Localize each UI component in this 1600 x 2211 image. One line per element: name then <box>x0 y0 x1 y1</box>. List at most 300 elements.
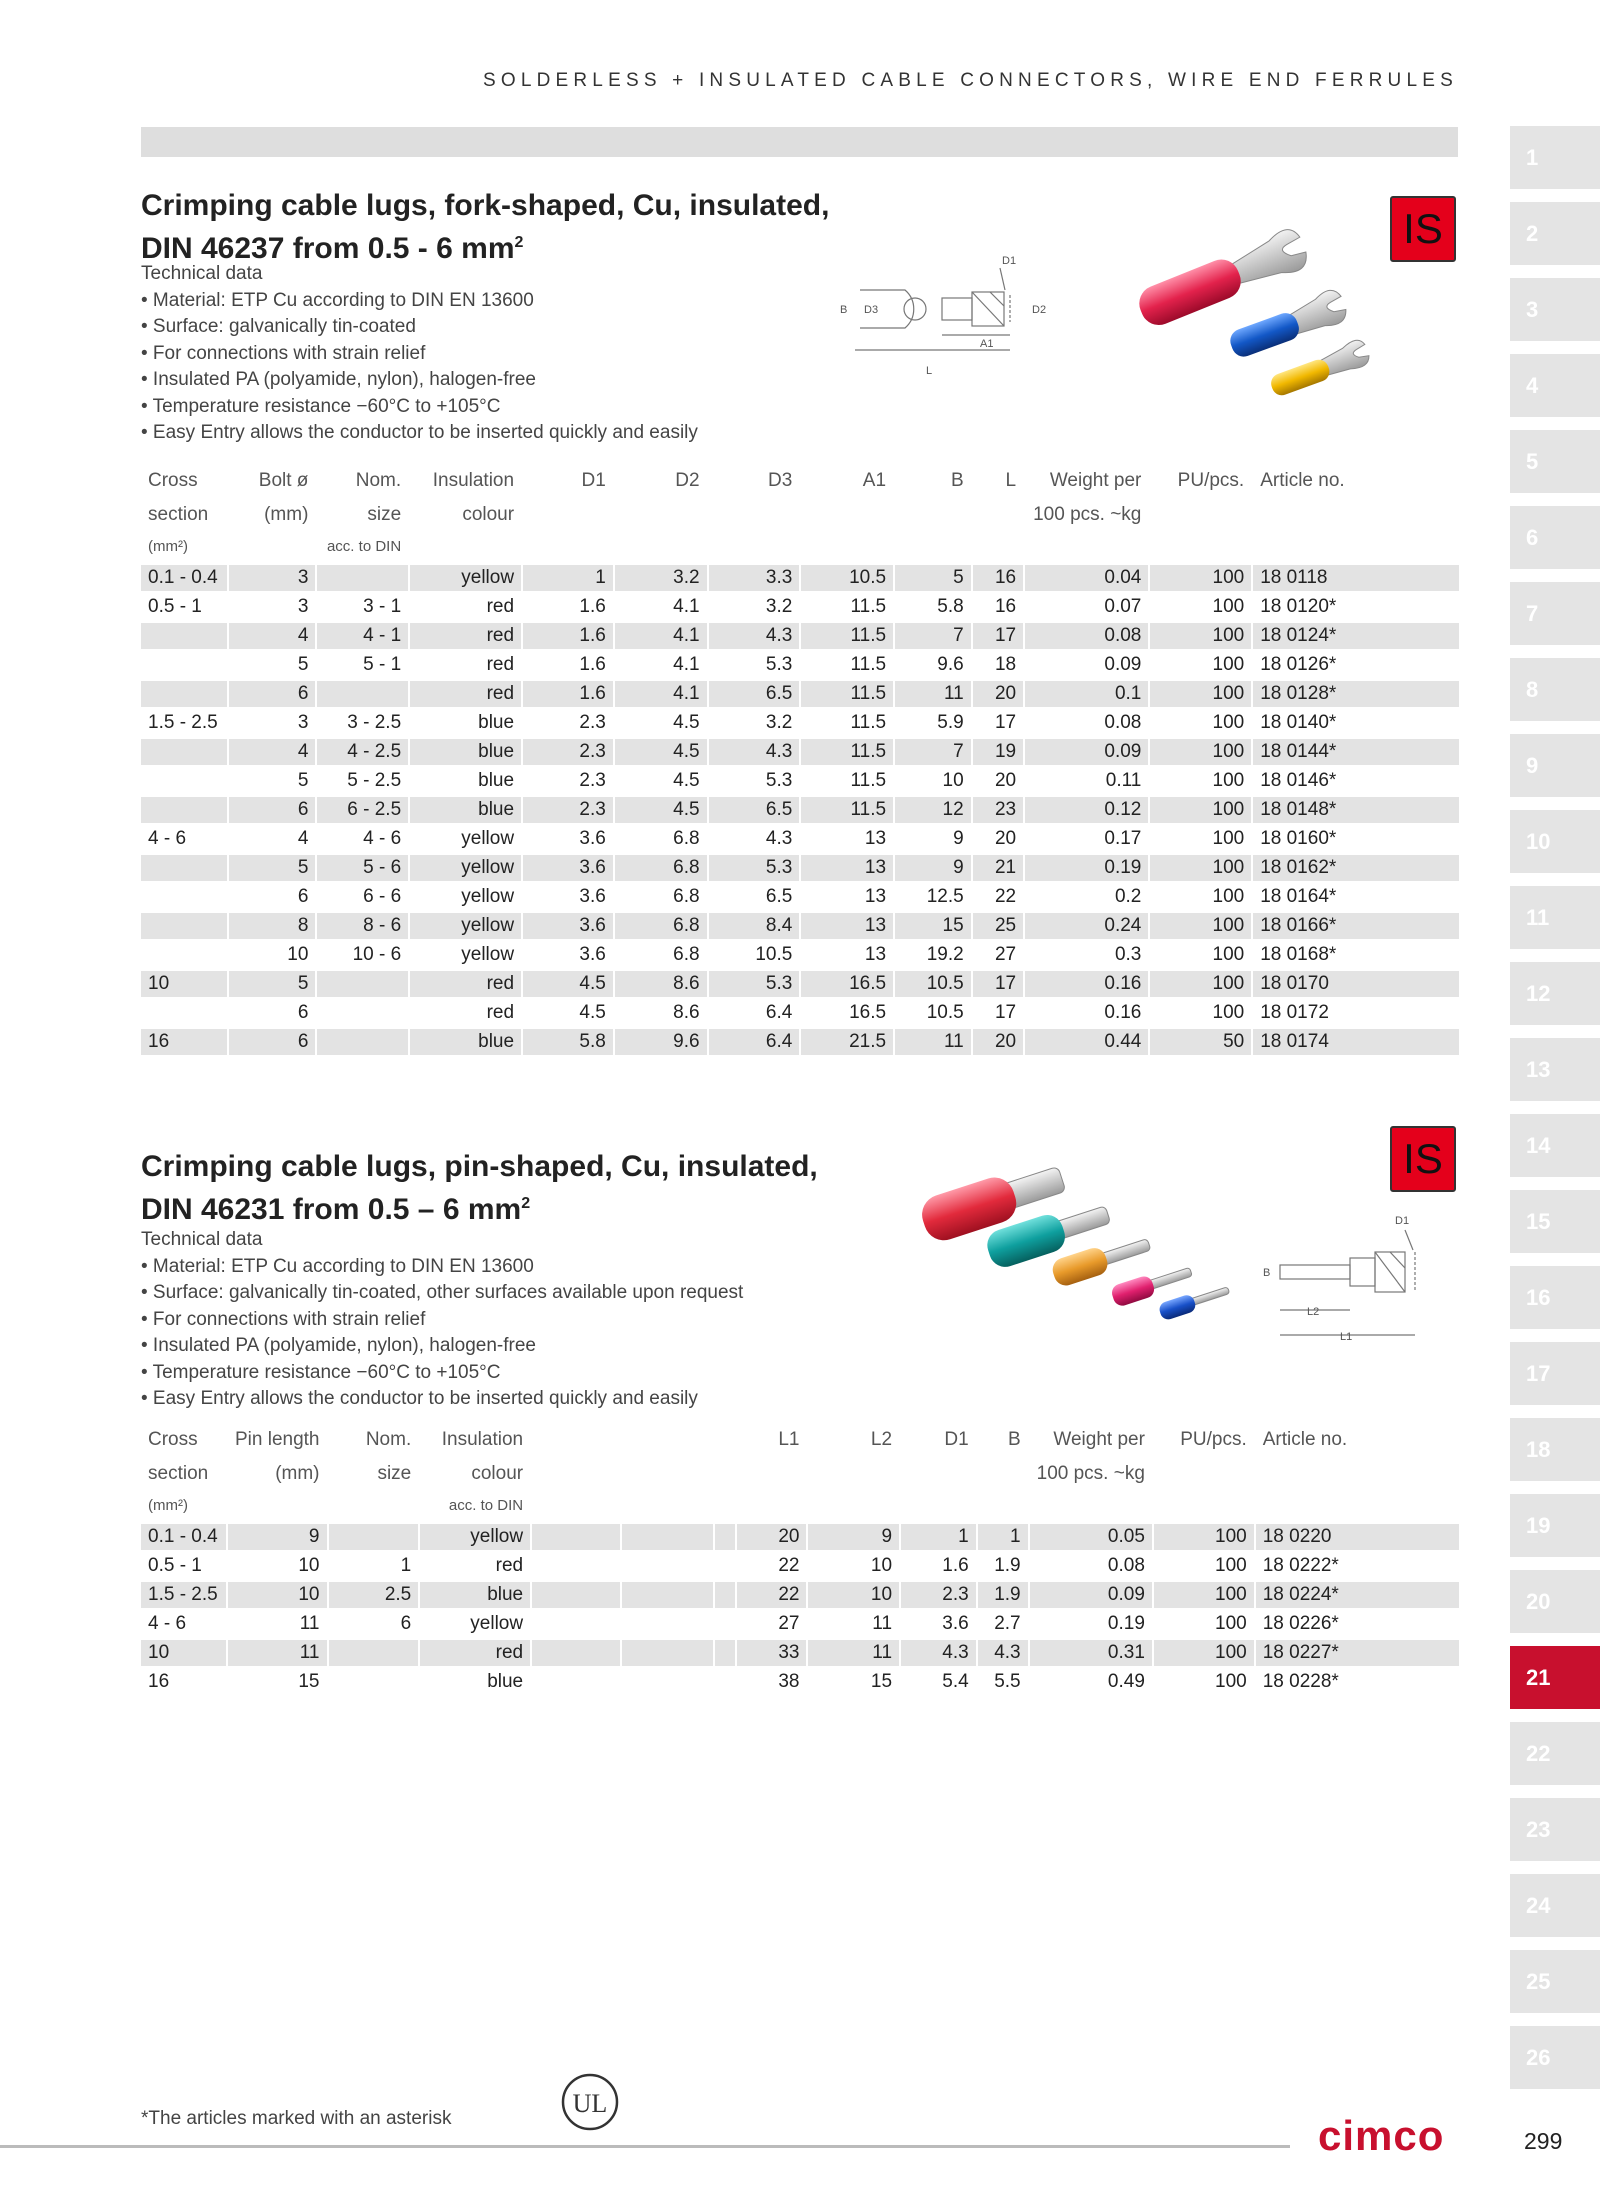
chapter-tab-26[interactable]: 26 <box>1510 2026 1600 2089</box>
dim-label-b: B <box>840 304 848 316</box>
table-row <box>141 594 1459 620</box>
table-row <box>141 565 1459 591</box>
table-cell: 17 <box>973 971 1023 997</box>
table-cell <box>141 797 227 823</box>
table-cell: 5 - 2.5 <box>347 770 402 791</box>
table-row <box>141 1582 1459 1608</box>
table-cell: 22 <box>778 1555 800 1576</box>
table-cell: 0.5 - 1 <box>148 1555 202 1576</box>
table-cell: 6.4 <box>709 1029 800 1055</box>
table-cell: 4 <box>229 739 316 765</box>
table-cell <box>141 652 227 678</box>
chapter-tab-17[interactable]: 17 <box>1510 1342 1600 1405</box>
tech-heading: Technical data <box>141 1229 263 1250</box>
table-header-cell: Weight per <box>1053 1429 1145 1450</box>
chapter-tab-4[interactable]: 4 <box>1510 354 1600 417</box>
table-cell: 18 0224* <box>1256 1582 1459 1608</box>
tech-item: • Easy Entry allows the conductor to be inserted quickly and easily <box>141 1388 698 1409</box>
table-cell: 11 <box>895 681 971 707</box>
table-cell: 22 <box>737 1582 807 1608</box>
table-cell: yellow <box>461 828 515 849</box>
table-cell: yellow <box>410 565 521 591</box>
table-cell: yellow <box>461 886 515 907</box>
table-header-cell <box>410 538 521 562</box>
table-header-row <box>141 1497 1459 1521</box>
table-cell: 5.3 <box>709 855 800 881</box>
table-cell <box>141 913 227 939</box>
table-cell: 3.6 <box>523 913 613 939</box>
section1-technical-data <box>141 261 698 447</box>
section1-title-line2: DIN 46237 from 0.5 - 6 $mm^2$ <box>141 232 524 265</box>
chapter-tab-12[interactable]: 12 <box>1510 962 1600 1025</box>
table-cell: 100 <box>1212 654 1245 675</box>
table-cell <box>141 855 227 881</box>
table-cell: red <box>486 1002 515 1023</box>
table-cell: 3.6 <box>523 855 613 881</box>
table-cell: 4 - 1 <box>317 623 408 649</box>
table-cell: 10.5 <box>801 565 893 591</box>
table-row <box>141 797 1459 823</box>
table-cell: 2.3 <box>523 739 613 765</box>
chapter-tab-6[interactable]: 6 <box>1510 506 1600 569</box>
table-cell: 6 <box>229 681 316 707</box>
table-cell <box>715 1524 735 1550</box>
table-cell: 100 <box>1154 1582 1254 1608</box>
table-cell <box>317 971 408 997</box>
table-cell: 18 0222* <box>1262 1555 1339 1576</box>
table-cell: 3 <box>297 712 309 733</box>
table-cell: 100 <box>1212 886 1245 907</box>
table-cell: 1.6 <box>523 623 613 649</box>
table-cell: 3.6 <box>579 944 606 965</box>
table-cell: blue <box>410 1029 521 1055</box>
table-header-cell <box>523 538 613 562</box>
table-cell <box>532 1553 620 1579</box>
table-cell: 100 <box>1150 855 1251 881</box>
table-cell: 0.08 <box>1104 712 1142 733</box>
table-cell: 4.1 <box>615 681 707 707</box>
table-row <box>141 1640 1459 1666</box>
table-cell: 4.5 <box>673 712 700 733</box>
table-cell <box>715 1553 735 1579</box>
table-header-cell: Insulation <box>432 470 515 491</box>
tech-item: • Surface: galvanically tin-coated <box>141 316 416 337</box>
table-cell: 2.3 <box>579 712 606 733</box>
table-cell: 3.6 <box>579 886 606 907</box>
tech-item: • Surface: galvanically tin-coated, other surfaces available upon request <box>141 1282 744 1303</box>
chapter-tab-22[interactable]: 22 <box>1510 1722 1600 1785</box>
table-cell: 4.1 <box>673 654 700 675</box>
table-cell: 10 <box>298 1555 320 1576</box>
table-row <box>141 884 1459 910</box>
tech-item: • Temperature resistance −60°C to +105°C <box>141 395 501 417</box>
table-cell: 0.16 <box>1025 971 1148 997</box>
table-cell: 19.2 <box>926 944 964 965</box>
table-cell: 11.5 <box>801 623 893 649</box>
table-cell: 6.8 <box>615 855 707 881</box>
table-cell: 4.5 <box>673 770 700 791</box>
table-header-cell <box>895 538 971 562</box>
table-cell: 4 - 6 <box>363 828 402 849</box>
table-header-cell <box>1154 1497 1254 1521</box>
table-header-cell <box>709 538 800 562</box>
table-header-cell: A1 <box>862 470 887 491</box>
table-header-cell: size <box>367 504 402 525</box>
table-cell: 100 <box>1215 1671 1247 1692</box>
table-cell: blue <box>487 1671 524 1692</box>
table-cell: 4.3 <box>901 1640 976 1666</box>
table-row <box>141 971 1459 997</box>
chapter-tab-15[interactable]: 15 <box>1510 1190 1600 1253</box>
table-cell: 1 <box>901 1524 976 1550</box>
table-row <box>141 1029 1459 1055</box>
table-header-cell: (mm) <box>275 1463 320 1484</box>
table-cell: 4.5 <box>523 971 613 997</box>
table-cell <box>532 1524 620 1550</box>
table-cell: 0.09 <box>1025 739 1148 765</box>
table-cell <box>141 1000 227 1026</box>
table-header-cell: Pin length <box>234 1429 320 1450</box>
table-cell: 6.4 <box>765 1002 793 1023</box>
table-cell: 5 <box>229 971 316 997</box>
table-cell: 5.3 <box>709 971 800 997</box>
table-header-cell: section <box>148 1463 209 1484</box>
table-cell: 0.3 <box>1114 944 1142 965</box>
table-cell: 11 <box>872 1613 893 1634</box>
dim-label-d2: D2 <box>1032 304 1047 316</box>
table-header-cell <box>1256 1463 1459 1494</box>
table-cell: 100 <box>1212 1002 1245 1023</box>
table-cell: 9.6 <box>937 654 964 675</box>
table-cell: 8.6 <box>615 971 707 997</box>
table-cell: 1.9 <box>994 1555 1021 1576</box>
table-cell: 13 <box>864 886 887 907</box>
table-header-cell <box>532 1497 620 1521</box>
table-header-row <box>141 538 1459 562</box>
table-cell: 3 - 2.5 <box>347 712 402 733</box>
table-cell: 8 <box>229 913 316 939</box>
table-cell: 11 <box>299 1613 320 1634</box>
table-cell: 17 <box>973 623 1023 649</box>
table-header-cell <box>532 1429 620 1460</box>
table-cell: 15 <box>298 1671 320 1692</box>
table-cell: 8.4 <box>709 913 800 939</box>
table-cell: 0.19 <box>1107 1613 1145 1634</box>
table-header-cell <box>1025 538 1148 562</box>
table-cell: 18 0172 <box>1260 1002 1329 1023</box>
table-header-row <box>141 504 1459 535</box>
table-cell: 25 <box>973 913 1023 939</box>
table-cell: 1 <box>978 1524 1028 1550</box>
table-cell: 100 <box>1150 623 1251 649</box>
section2-title-line1: Crimping cable lugs, pin-shaped, Cu, insulated, <box>141 1150 818 1183</box>
ul-mark-text: UL <box>572 2089 608 2118</box>
table-cell: 10 <box>942 770 964 791</box>
table-cell: 3 <box>229 565 316 591</box>
table-cell: 17 <box>994 712 1017 733</box>
table-cell: 10 <box>287 944 309 965</box>
dim-label-d1: D1 <box>1395 1215 1410 1227</box>
dim-label-l1: L1 <box>1340 1331 1353 1343</box>
table-header-cell: D2 <box>675 470 700 491</box>
chapter-tab-18[interactable]: 18 <box>1510 1418 1600 1481</box>
table-cell: 11.5 <box>801 797 893 823</box>
dim-label-b: B <box>1263 1267 1271 1279</box>
table-header-cell: PU/pcs. <box>1180 1429 1247 1450</box>
table-header-row <box>141 1463 1459 1494</box>
table-header-cell: L1 <box>778 1429 800 1450</box>
table-cell: 5.9 <box>937 712 964 733</box>
table-cell: 0.07 <box>1104 596 1142 617</box>
table-cell: 4.5 <box>615 739 707 765</box>
table-cell <box>141 942 227 968</box>
dim-label-a1: A1 <box>980 338 994 350</box>
table-cell: red <box>495 1555 524 1576</box>
table-header-cell: D1 <box>581 470 606 491</box>
table-cell: 4.3 <box>765 828 793 849</box>
footer-rule <box>0 2145 1290 2148</box>
table-cell: 38 <box>778 1671 800 1692</box>
table-cell: 13 <box>801 855 893 881</box>
table-cell: 13 <box>864 828 887 849</box>
table-header-cell <box>615 538 707 562</box>
table-cell: 18 0124* <box>1253 623 1459 649</box>
table-cell <box>532 1582 620 1608</box>
table-header-cell: Weight per <box>1049 470 1142 491</box>
table-cell: 0.1 - 0.4 <box>141 1524 226 1550</box>
table-cell: red <box>410 623 521 649</box>
table-cell: 6 - 6 <box>363 886 402 907</box>
table-cell: 5 - 6 <box>317 855 408 881</box>
table-cell: 7 <box>895 739 971 765</box>
table-header-cell: D1 <box>944 1429 969 1450</box>
table-header-cell: section <box>148 504 209 525</box>
chapter-tab-16[interactable]: 16 <box>1510 1266 1600 1329</box>
table-cell: 18 0168* <box>1260 944 1337 965</box>
table-cell: 2.3 <box>579 770 606 791</box>
table-row <box>141 1524 1459 1550</box>
table-cell: 6 - 2.5 <box>317 797 408 823</box>
section1-title <box>141 187 829 267</box>
tech-item: • Material: ETP Cu according to DIN EN 13600 <box>141 1255 534 1277</box>
table-header-cell <box>1154 1463 1254 1494</box>
table-cell: 100 <box>1215 1613 1247 1634</box>
table-cell: 10 <box>808 1582 899 1608</box>
table-header-cell <box>801 538 893 562</box>
tech-item: • For connections with strain relief <box>141 1308 426 1330</box>
table-cell: 100 <box>1150 739 1251 765</box>
table-cell: 1.6 <box>523 681 613 707</box>
table-header-cell <box>973 538 1023 562</box>
chapter-tab-25[interactable]: 25 <box>1510 1950 1600 2013</box>
chapter-tab-10[interactable]: 10 <box>1510 810 1600 873</box>
table-cell: 1.6 <box>942 1555 969 1576</box>
is-badge: IS <box>1390 196 1456 262</box>
table-cell: 19 <box>973 739 1023 765</box>
chapter-tab-23[interactable]: 23 <box>1510 1798 1600 1861</box>
table-cell: 9.6 <box>615 1029 707 1055</box>
table-header-cell: size <box>377 1463 412 1484</box>
table-cell: 16 <box>148 1671 170 1692</box>
table-cell: 13 <box>801 913 893 939</box>
table-cell <box>532 1669 620 1695</box>
table-header-cell <box>808 1497 899 1521</box>
table-header-cell: Nom. <box>365 1429 412 1450</box>
table-cell: 4.5 <box>579 1002 606 1023</box>
table-cell: red <box>486 596 515 617</box>
table-header-cell <box>229 538 316 562</box>
table-cell: 0.19 <box>1025 855 1148 881</box>
table-cell <box>141 623 227 649</box>
table-cell: 18 0128* <box>1253 681 1459 707</box>
chapter-tab-1[interactable]: 1 <box>1510 126 1600 189</box>
chapter-tab-19[interactable]: 19 <box>1510 1494 1600 1557</box>
chapter-tab-5[interactable]: 5 <box>1510 430 1600 493</box>
table-cell: 100 <box>1150 681 1251 707</box>
tech-item: • Insulated PA (polyamide, nylon), halogen-free <box>141 1335 536 1356</box>
table-cell: 6 <box>229 1029 316 1055</box>
chapter-tab-20[interactable]: 20 <box>1510 1570 1600 1633</box>
table-header-cell <box>329 1497 419 1521</box>
table-cell: 100 <box>1150 797 1251 823</box>
chapter-tab-14[interactable]: 14 <box>1510 1114 1600 1177</box>
chapter-tab-11[interactable]: 11 <box>1510 886 1600 949</box>
table-cell <box>329 1524 419 1550</box>
table-header-cell: (mm²) <box>148 1497 188 1514</box>
table-cell: 50 <box>1150 1029 1251 1055</box>
table-header-cell: D3 <box>768 470 793 491</box>
table-cell: 4.5 <box>615 797 707 823</box>
table-cell: red <box>410 971 521 997</box>
pin-lug-spec-table <box>139 1426 1461 1698</box>
table-cell: 7 <box>895 623 971 649</box>
fork-lug-spec-table <box>139 467 1461 1058</box>
section1-title-line1: Crimping cable lugs, fork-shaped, Cu, insulated, <box>141 189 830 222</box>
fork-lug-technical-drawing <box>830 250 1090 385</box>
table-cell: 0.5 - 1 <box>148 596 202 617</box>
table-cell: blue <box>410 739 521 765</box>
table-cell: 12 <box>895 797 971 823</box>
table-cell: 33 <box>737 1640 807 1666</box>
table-cell: 0.12 <box>1025 797 1148 823</box>
chapter-tab-8[interactable]: 8 <box>1510 658 1600 721</box>
table-cell: 10 <box>228 1582 327 1608</box>
table-cell: red <box>410 681 521 707</box>
table-cell: 18 <box>994 654 1017 675</box>
table-cell: 18 0226* <box>1262 1613 1339 1634</box>
table-cell: 6.5 <box>709 681 800 707</box>
chapter-tab-13[interactable]: 13 <box>1510 1038 1600 1101</box>
table-cell: 100 <box>1212 770 1245 791</box>
chapter-tab-24[interactable]: 24 <box>1510 1874 1600 1937</box>
table-row <box>141 623 1459 649</box>
section2-technical-data <box>141 1227 743 1413</box>
table-header-cell <box>801 504 893 535</box>
table-header-cell: B <box>1007 1429 1021 1450</box>
table-cell: 3 - 1 <box>363 596 402 617</box>
table-header-cell <box>978 1497 1028 1521</box>
table-cell <box>329 1669 419 1695</box>
table-cell: 1.6 <box>579 596 606 617</box>
table-cell: 1.6 <box>579 654 606 675</box>
table-cell: 1.5 - 2.5 <box>141 1582 226 1608</box>
table-row <box>141 739 1459 765</box>
table-cell: 0.1 - 0.4 <box>141 565 227 591</box>
table-cell: 16 <box>973 565 1023 591</box>
table-cell: blue <box>410 797 521 823</box>
table-cell: 9 <box>228 1524 327 1550</box>
table-header-cell <box>715 1497 735 1521</box>
table-cell <box>532 1640 620 1666</box>
table-cell: 11.5 <box>850 712 887 733</box>
table-cell: 9 <box>808 1524 899 1550</box>
table-header-cell: 100 pcs. ~kg <box>1036 1463 1145 1484</box>
table-cell: 18 0140* <box>1260 712 1337 733</box>
table-cell: 11.5 <box>801 739 893 765</box>
table-cell: 100 <box>1154 1524 1254 1550</box>
table-cell: 4.3 <box>709 623 800 649</box>
page-header-title: SOLDERLESS + INSULATED CABLE CONNECTORS, WIRE END FERRULES <box>482 70 1458 91</box>
table-cell: 6.8 <box>673 944 700 965</box>
table-header-cell: L2 <box>870 1429 893 1450</box>
table-cell: 0.16 <box>1104 1002 1142 1023</box>
table-cell <box>317 1029 408 1055</box>
table-cell: 18 0144* <box>1253 739 1459 765</box>
table-cell: 15 <box>870 1671 893 1692</box>
tech-item: • Material: ETP Cu according to DIN EN 13600 <box>141 289 534 311</box>
table-cell: 0.05 <box>1030 1524 1152 1550</box>
table-cell: 4.3 <box>709 739 800 765</box>
table-cell: 12.5 <box>926 886 964 907</box>
table-cell <box>141 681 227 707</box>
table-cell: 100 <box>1212 828 1245 849</box>
section2-title <box>141 1148 818 1228</box>
asterisk-footnote: *The articles marked with an asterisk <box>141 2108 452 2129</box>
table-row <box>141 652 1459 678</box>
table-cell: 100 <box>1150 565 1251 591</box>
table-cell: 11.5 <box>850 770 887 791</box>
table-cell: 3.3 <box>709 565 800 591</box>
table-cell <box>532 1611 620 1637</box>
chapter-tab-3[interactable]: 3 <box>1510 278 1600 341</box>
chapter-tab-21[interactable]: 21 <box>1510 1646 1600 1709</box>
table-cell: 17 <box>994 1002 1017 1023</box>
chapter-tab-2[interactable]: 2 <box>1510 202 1600 265</box>
table-cell: 10.5 <box>755 944 793 965</box>
table-cell: 27 <box>994 944 1017 965</box>
table-header-cell: B <box>950 470 964 491</box>
table-cell: 11 <box>808 1640 899 1666</box>
table-cell: 0.1 <box>1025 681 1148 707</box>
table-cell <box>715 1640 735 1666</box>
table-cell: 11.5 <box>850 596 887 617</box>
table-cell: 5 <box>297 654 309 675</box>
table-cell: 100 <box>1212 944 1245 965</box>
table-cell: 8 - 6 <box>317 913 408 939</box>
table-header-cell <box>737 1463 807 1494</box>
table-cell: 0.04 <box>1025 565 1148 591</box>
table-header-cell <box>808 1463 899 1494</box>
table-cell: blue <box>478 712 515 733</box>
table-header-cell: acc. to DIN <box>448 1497 524 1514</box>
table-cell: 1.5 - 2.5 <box>148 712 218 733</box>
table-cell: 3.2 <box>765 596 793 617</box>
chapter-tab-9[interactable]: 9 <box>1510 734 1600 797</box>
table-cell: 100 <box>1212 712 1245 733</box>
chapter-tab-7[interactable]: 7 <box>1510 582 1600 645</box>
table-cell <box>715 1611 735 1637</box>
table-cell: 18 0228* <box>1262 1671 1339 1692</box>
